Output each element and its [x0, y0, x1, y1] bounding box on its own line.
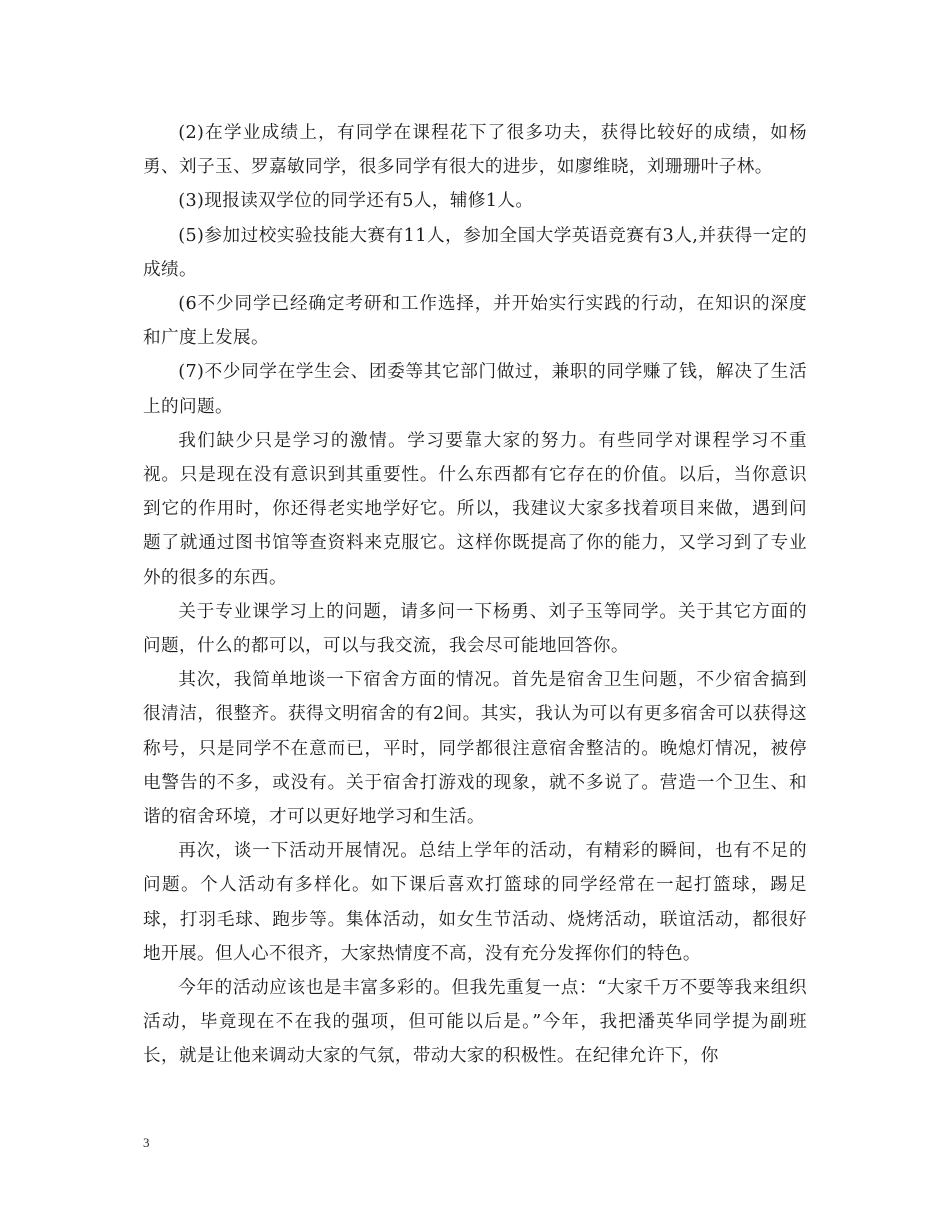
- paragraph-competitions: (5)参加过校实验技能大赛有11人，参加全国大学英语竞赛有3人,并获得一定的成绩。: [143, 225, 807, 280]
- paragraph-academic-results: (2)在学业成绩上，有同学在课程花下了很多功夫，获得比较好的成绩，如杨勇、刘子玉、罗嘉敏同学，很多同学有很大的进步，如廖维晓，刘珊珊叶子林。: [143, 123, 807, 178]
- page-number: 3: [143, 1135, 150, 1150]
- paragraph-learning-passion: 我们缺少只是学习的激情。学习要靠大家的努力。有些同学对课程学习不重视。只是现在没有意识到其重要性。什么东西都有它存在的价值。以后，当你意识到它的作用时，你还得老实地学好它。所以，我建议大家多找着项目来做，遇到问题了就通过图书馆等查资料来克服它。这样你既提高了你的能力，又学习到了专业外的很多的东西。: [143, 430, 807, 588]
- paragraph-dormitory: 其次，我简单地谈一下宿舍方面的情况。首先是宿舍卫生问题，不少宿舍搞到很清洁，很整齐。获得文明宿舍的有2间。其实，我认为可以有更多宿舍可以获得这称号，只是同学不在意而已，平时，同学都很注意宿舍整洁的。晚熄灯情况，被停电警告的不多，或没有。关于宿舍打游戏的现象，就不多说了。营造一个卫生、和谐的宿舍环境，才可以更好地学习和生活。: [143, 670, 807, 828]
- paragraph-activities: 再次，谈一下活动开展情况。总结上学年的活动，有精彩的瞬间，也有不足的问题。个人活动有多样化。如下课后喜欢打篮球的同学经常在一起打篮球，踢足球，打羽毛球、跑步等。集体活动，如女生节活动、烧烤活动，联谊活动，都很好地开展。但人心不很齐，大家热情度不高，没有充分发挥你们的特色。: [143, 841, 807, 964]
- paragraph-this-year-activities: 今年的活动应该也是丰富多彩的。但我先重复一点：“大家千万不要等我来组织活动，毕竟现在不在我的强项，但可能以后是。”今年，我把潘英华同学提为副班长，就是让他来调动大家的气氛，带动大家的积极性。在纪律允许下，你: [143, 978, 807, 1067]
- paragraph-student-union: (7)不少同学在学生会、团委等其它部门做过，兼职的同学赚了钱，解决了生活上的问题。: [143, 362, 807, 417]
- document-body: [143, 116, 807, 1074]
- paragraph-double-degree: (3)现报读双学位的同学还有5人，辅修1人。: [178, 191, 534, 212]
- paragraph-career-choice: (6不少同学已经确定考研和工作选择，并开始实行实践的行动，在知识的深度和广度上发展。: [143, 294, 807, 349]
- paragraph-course-questions: 关于专业课学习上的问题，请多问一下杨勇、刘子玉等同学。关于其它方面的问题，什么的都可以，可以与我交流，我会尽可能地回答你。: [143, 601, 807, 657]
